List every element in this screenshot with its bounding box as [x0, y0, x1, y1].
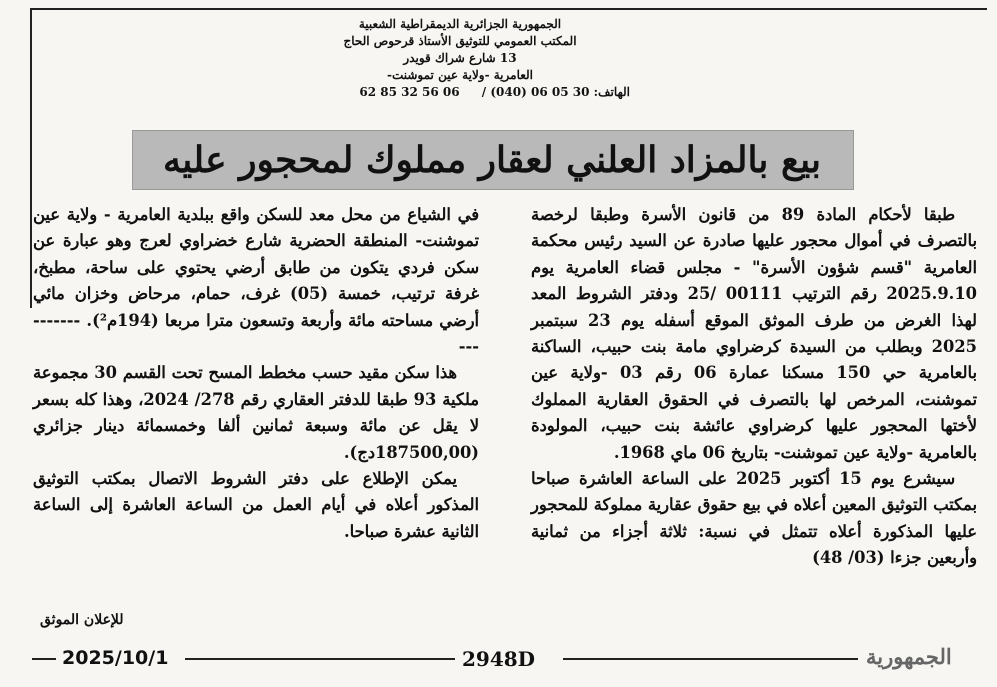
right-paragraph-1: طبقا لأحكام المادة 89 من قانون الأسرة وطبقا لرخصة بالتصرف في أموال محجور عليها صادرة عن السيد رئيس محكمة العامرية "قسم شؤون الأسرة" - مجلس قضاء العامرية يوم 2025.9.10 رقم الترتيب 00111 /25 ودفتر الشروط المعد لهذا الغرض من طرف الموثق الموقع أسفله يوم 23 سبتمبر 2025 وبطلب من السيدة كرضراوي مامة بنت حبيب، الساكنة بالعامرية حي 150 مسكنا عمارة 06 رقم 03 -ولاية عين تموشنت، المرخص لها بالتصرف في الحقوق العقارية المملوك لأختها المحجور عليها كرضراوي عائشة بنت حبيب، المولودة بالعامرية -ولاية عين تموشنت- بتاريخ 06 ماي 1968. [531, 205, 977, 462]
footer-issue-number: 2948D [462, 647, 536, 671]
page-title: بيع بالمزاد العلني لعقار مملوك لمحجور عليه [162, 139, 822, 181]
left-column [33, 202, 479, 545]
left-border [30, 8, 32, 308]
right-paragraph-2: سيشرع يوم 15 أكتوبر 2025 على الساعة العاشرة صباحا بمكتب التوثيق المعين أعلاه في بيع حقوق عقارية مملوكة للمحجور عليها المذكورة أعلاه تتمثل في نسبة: ثلاثة أجزاء من ثمانية وأربعين جزءا (03/ 48) [531, 469, 977, 568]
header-line-4: العامرية -ولاية عين تموشنت- [386, 68, 533, 82]
top-border [30, 8, 987, 10]
footer-rule-middle [185, 658, 455, 660]
header-line-1: الجمهورية الجزائرية الديمقراطية الشعبية [358, 17, 562, 31]
header-line-2: المكتب العمومي للتوثيق الأستاذ قرحوص الحاج [343, 34, 577, 48]
footer-rule-right [563, 658, 858, 660]
left-paragraph-3: يمكن الإطلاع على دفتر الشروط الاتصال بمكتب التوثيق المذكور أعلاه في أيام العمل من الساعة العاشرة إلى الساعة الثانية عشرة صباحا. [33, 469, 479, 541]
phone-mobile: 06 56 32 85 62 [359, 85, 460, 99]
left-paragraph-1: في الشياع من محل معد للسكن واقع ببلدية العامرية - ولاية عين تموشنت- المنطقة الحضرية شارع خضراوي لعرج وهو عبارة عن سكن فردي يتكون من طابق أرضي يحتوي على ساحة، مطبخ، غرفة ترتيب، خمسة (05) غرف، حمام، مرحاض وخزان مائي أرضي مساحته مائة وأربعة وتسعون مترا مربعا (194م²). ---------- [33, 205, 479, 357]
newspaper-logo: الجمهورية [866, 644, 952, 669]
left-paragraph-2: هذا سكن مقيد حسب مخطط المسح تحت القسم 30 مجموعة ملكية 93 طبقا للدفتر العقاري رقم 278/ 2024، وهذا كله بسعر لا يقل عن مائة وسبعة ثمانين ألفا وخمسمائة دينار جزائري (187500,00دج). [33, 363, 480, 462]
footer-rule-left [32, 658, 56, 660]
footer-date: 2025/10/1 [62, 647, 169, 669]
notary-header [200, 16, 720, 101]
header-line-3: 13 شارع شراك قويدر [403, 51, 517, 65]
phone-label: الهاتف: 30 05 06 (040) / [481, 85, 630, 99]
signature: للإعلان الموثق [40, 612, 124, 628]
header-phone [200, 84, 720, 101]
right-column [531, 202, 977, 572]
